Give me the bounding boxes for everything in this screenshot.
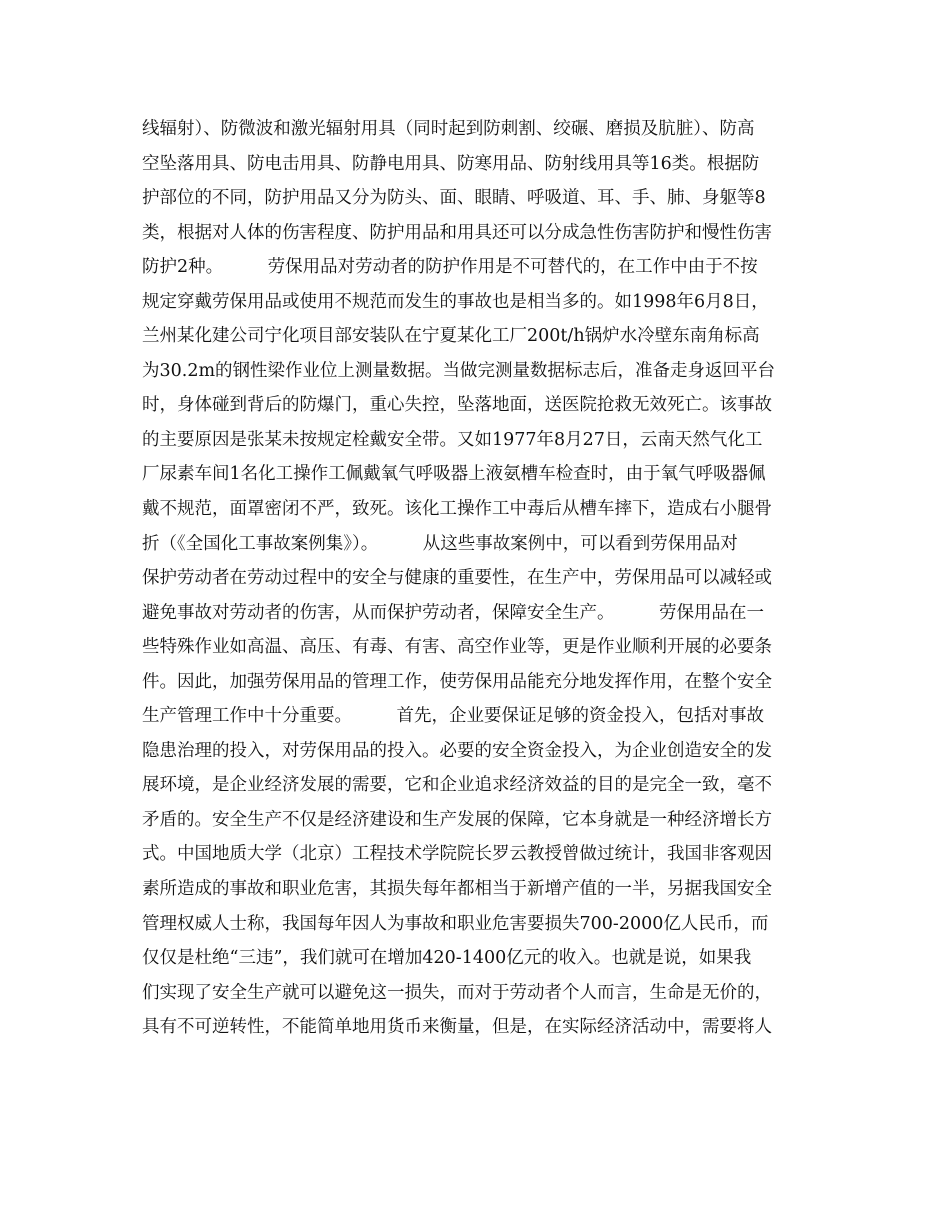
- text-line: 矛盾的。安全生产不仅是经济建设和生产发展的保障，它本身就是一种经济增长方: [142, 809, 772, 830]
- text-line: 时，身体碰到背后的防爆门，重心失控，坠落地面，送医院抢救无效死亡。该事故: [142, 395, 772, 416]
- text-line: 素所造成的事故和职业危害，其损失每年都相当于新增产值的一半，另据我国安全: [142, 879, 772, 900]
- text-line: 仅仅是杜绝“三违”，我们就可在增加420-1400亿元的收入。也就是说，如果我: [142, 948, 752, 969]
- text-line: 生产管理工作中十分重要。 首先，企业要保证足够的资金投入，包括对事故: [142, 706, 764, 727]
- text-line: 们实现了安全生产就可以避免这一损失，而对于劳动者个人而言，生命是无价的，: [142, 982, 772, 1003]
- text-line: 兰州某化建公司宁化项目部安装队在宁夏某化工厂200t/h锅炉水冷壁东南角标高: [142, 326, 760, 347]
- text-line: 防护2种。 劳保用品对劳动者的防护作用是不可替代的，在工作中由于不按: [142, 257, 758, 278]
- text-line: 些特殊作业如高温、高压、有毒、有害、高空作业等，更是作业顺利开展的必要条: [142, 637, 772, 658]
- text-line: 展环境，是企业经济发展的需要，它和企业追求经济效益的目的是完全一致，毫不: [142, 775, 772, 796]
- text-line: 避免事故对劳动者的伤害，从而保护劳动者，保障安全生产。 劳保用品在一: [142, 602, 764, 623]
- text-line: 规定穿戴劳保用品或使用不规范而发生的事故也是相当多的。如1998年6月8日，: [142, 291, 769, 312]
- text-line: 折（《全国化工事故案例集》）。 从这些事故案例中，可以看到劳保用品对: [142, 533, 738, 554]
- text-line: 管理权威人士称，我国每年因人为事故和职业危害要损失700-2000亿人民币，而: [142, 913, 769, 934]
- text-line: 厂尿素车间1名化工操作工佩戴氧气呼吸器上液氨槽车检查时，由于氧气呼吸器佩: [142, 464, 766, 485]
- text-line: 为30.2m的钢性梁作业位上测量数据。当做完测量数据标志后，准备走身返回平台: [142, 360, 776, 381]
- text-line: 线辐射）、防微波和激光辐射用具（同时起到防刺割、绞碾、磨损及肮脏）、防高: [142, 119, 755, 139]
- text-line: 戴不规范，面罩密闭不严，致死。该化工操作工中毒后从槽车摔下，造成右小腿骨: [142, 499, 772, 520]
- text-line: 式。中国地质大学（北京）工程技术学院院长罗云教授曾做过统计，我国非客观因: [142, 844, 772, 865]
- text-line: 的主要原因是张某未按规定栓戴安全带。又如1977年8月27日，云南天然气化工: [142, 429, 763, 450]
- body-text: [142, 112, 822, 1045]
- text-line: 具有不可逆转性，不能简单地用货币来衡量，但是，在实际经济活动中，需要将人: [142, 1017, 772, 1038]
- text-line: 类，根据对人体的伤害程度、防护用品和用具还可以分成急性伤害防护和慢性伤害: [142, 222, 772, 243]
- text-line: 件。因此，加强劳保用品的管理工作，使劳保用品能充分地发挥作用，在整个安全: [142, 671, 772, 692]
- text-line: 护部位的不同，防护用品又分为防头、面、眼睛、呼吸道、耳、手、肺、身躯等8: [142, 188, 766, 209]
- text-line: 空坠落用具、防电击用具、防静电用具、防寒用品、防射线用具等16类。根据防: [142, 153, 760, 174]
- text-line: 隐患治理的投入，对劳保用品的投入。必要的安全资金投入，为企业创造安全的发: [142, 740, 772, 761]
- text-line: 保护劳动者在劳动过程中的安全与健康的重要性，在生产中，劳保用品可以减轻或: [142, 568, 772, 589]
